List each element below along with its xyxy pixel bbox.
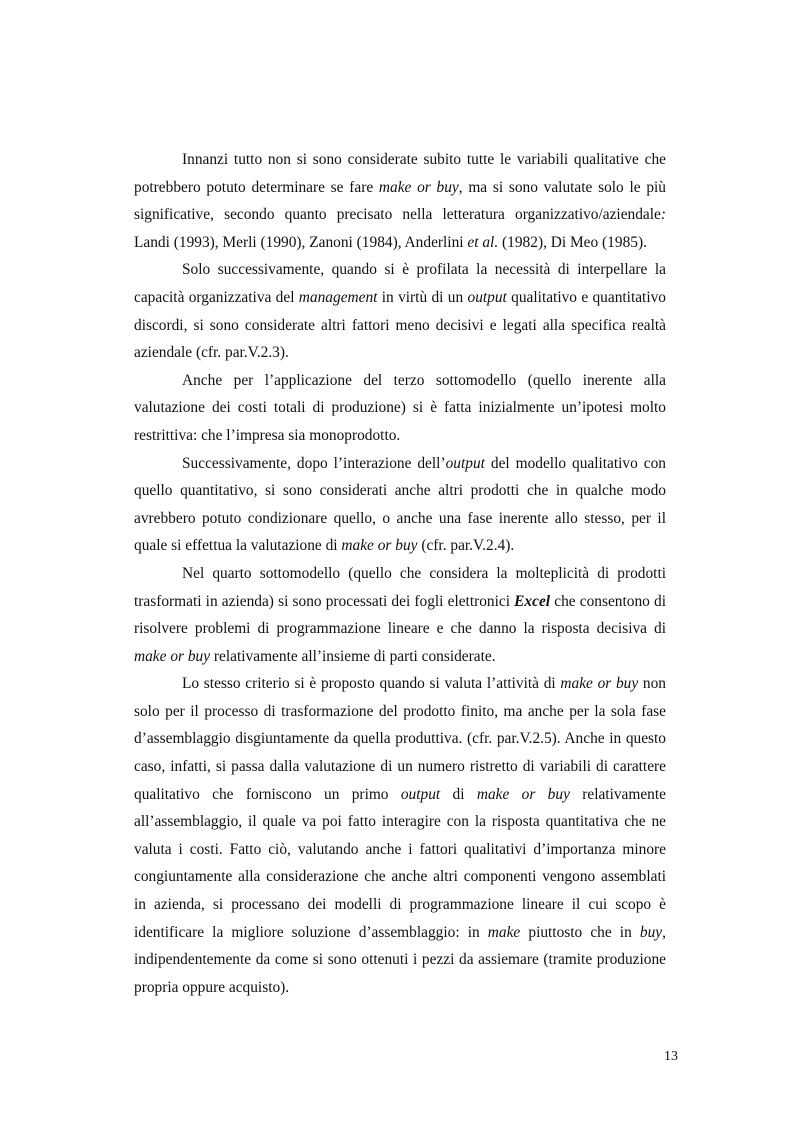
text-run: del modello qualitativo con quello quantitativo, si sono considerati anche altri prodotti che in qualche modo avrebbero potuto condizionare quello, o anche una fase inerente allo stesso, per il quale si effettua la valutazione di <box>134 454 666 555</box>
text-run: make or buy <box>560 675 639 693</box>
text-run: Innanzi tutto non si sono considerate subito tutte le variabili qualitative che potrebbero potuto determinare se fare <box>134 151 666 196</box>
paragraph-2 <box>134 256 666 366</box>
text-run: relativamente all’assemblaggio, il quale va poi fatto interagire con la risposta quantitativa che ne valuta i costi. Fatto ciò, valutando anche i fattori qualitativi d’importanza minore congiuntamente alla considerazione che anche altri componenti vengono assemblati in azienda, si processano dei modelli di programmazione lineare il cui scopo è identificare la migliore soluzione d’assemblaggio: in <box>134 785 666 941</box>
paragraph-5 <box>134 560 666 670</box>
text-run: make or buy <box>476 785 570 803</box>
page-body <box>134 146 666 1001</box>
text-run: buy <box>639 923 663 941</box>
text-run: qualitativo e quantitativo discordi, si sono considerate altri fattori meno decisivi e legati alla specifica realtà aziendale (cfr. par.V.2.3). <box>134 288 666 362</box>
paragraph-3 <box>134 367 666 450</box>
paragraph-4 <box>134 450 666 560</box>
text-run: make or buy <box>378 178 459 196</box>
text-run: Nel quarto sottomodello (quello che considera la molteplicità di prodotti trasformati in azienda) si sono processati dei fogli elettronici <box>134 564 666 610</box>
text-run: make or buy <box>341 537 418 555</box>
text-run: non solo per il processo di trasformazione del prodotto finito, ma anche per la sola fase d’assemblaggio disgiuntamente da quella produttiva. (cfr. par.V.2.5). Anche in questo caso, infatti, si passa dalla valutazione di un numero ristretto di variabili di carattere qualitativo che forniscono un primo <box>134 675 667 803</box>
text-run: di <box>440 785 477 803</box>
text-run: Excel <box>514 592 551 610</box>
text-run: make <box>487 923 521 941</box>
text-run: che consentono di risolvere problemi di programmazione lineare e che danno la risposta decisiva di <box>134 592 666 638</box>
text-run: in virtù di un <box>377 288 468 306</box>
text-run: Lo stesso criterio si è proposto quando si valuta l’attività di <box>182 675 561 693</box>
paragraph-1 <box>134 146 666 256</box>
page-number: 13 <box>664 1049 678 1064</box>
paragraph-6 <box>134 670 666 1001</box>
text-run: Landi (1993), Merli (1990), Zanoni (1984), Anderlini <box>134 233 468 251</box>
text-run: , indipendentemente da come si sono ottenuti i pezzi da assiemare (tramite produzione propria oppure acquisto). <box>134 923 666 996</box>
text-run: make or buy <box>134 647 211 665</box>
text-run: : <box>660 206 666 224</box>
text-run: piuttosto che in <box>520 923 640 941</box>
text-run: et al. <box>467 233 499 251</box>
text-run: management <box>298 288 378 306</box>
text-run: , ma si sono valutate solo le più significative, secondo quanto precisato nella letteratura organizzativo/aziendale <box>134 178 666 224</box>
text-run: Solo successivamente, quando si è profilata la necessità di interpellare la capacità organizzativa del <box>134 261 666 306</box>
text-run: relativamente all’insieme di parti considerate. <box>210 647 496 665</box>
text-run: Anche per l’applicazione del terzo sottomodello (quello inerente alla valutazione dei costi totali di produzione) si è fatta inizialmente un’ipotesi molto restrittiva: che l’impresa sia monoprodotto. <box>134 371 666 444</box>
text-run: (cfr. par.V.2.4). <box>417 537 515 555</box>
text-run: output <box>467 288 507 306</box>
text-run: (1982), Di Meo (1985). <box>498 233 647 251</box>
text-run: output <box>400 785 441 803</box>
text-run: output <box>445 454 485 472</box>
text-run: Successivamente, dopo l’interazione dell’ <box>182 454 446 472</box>
